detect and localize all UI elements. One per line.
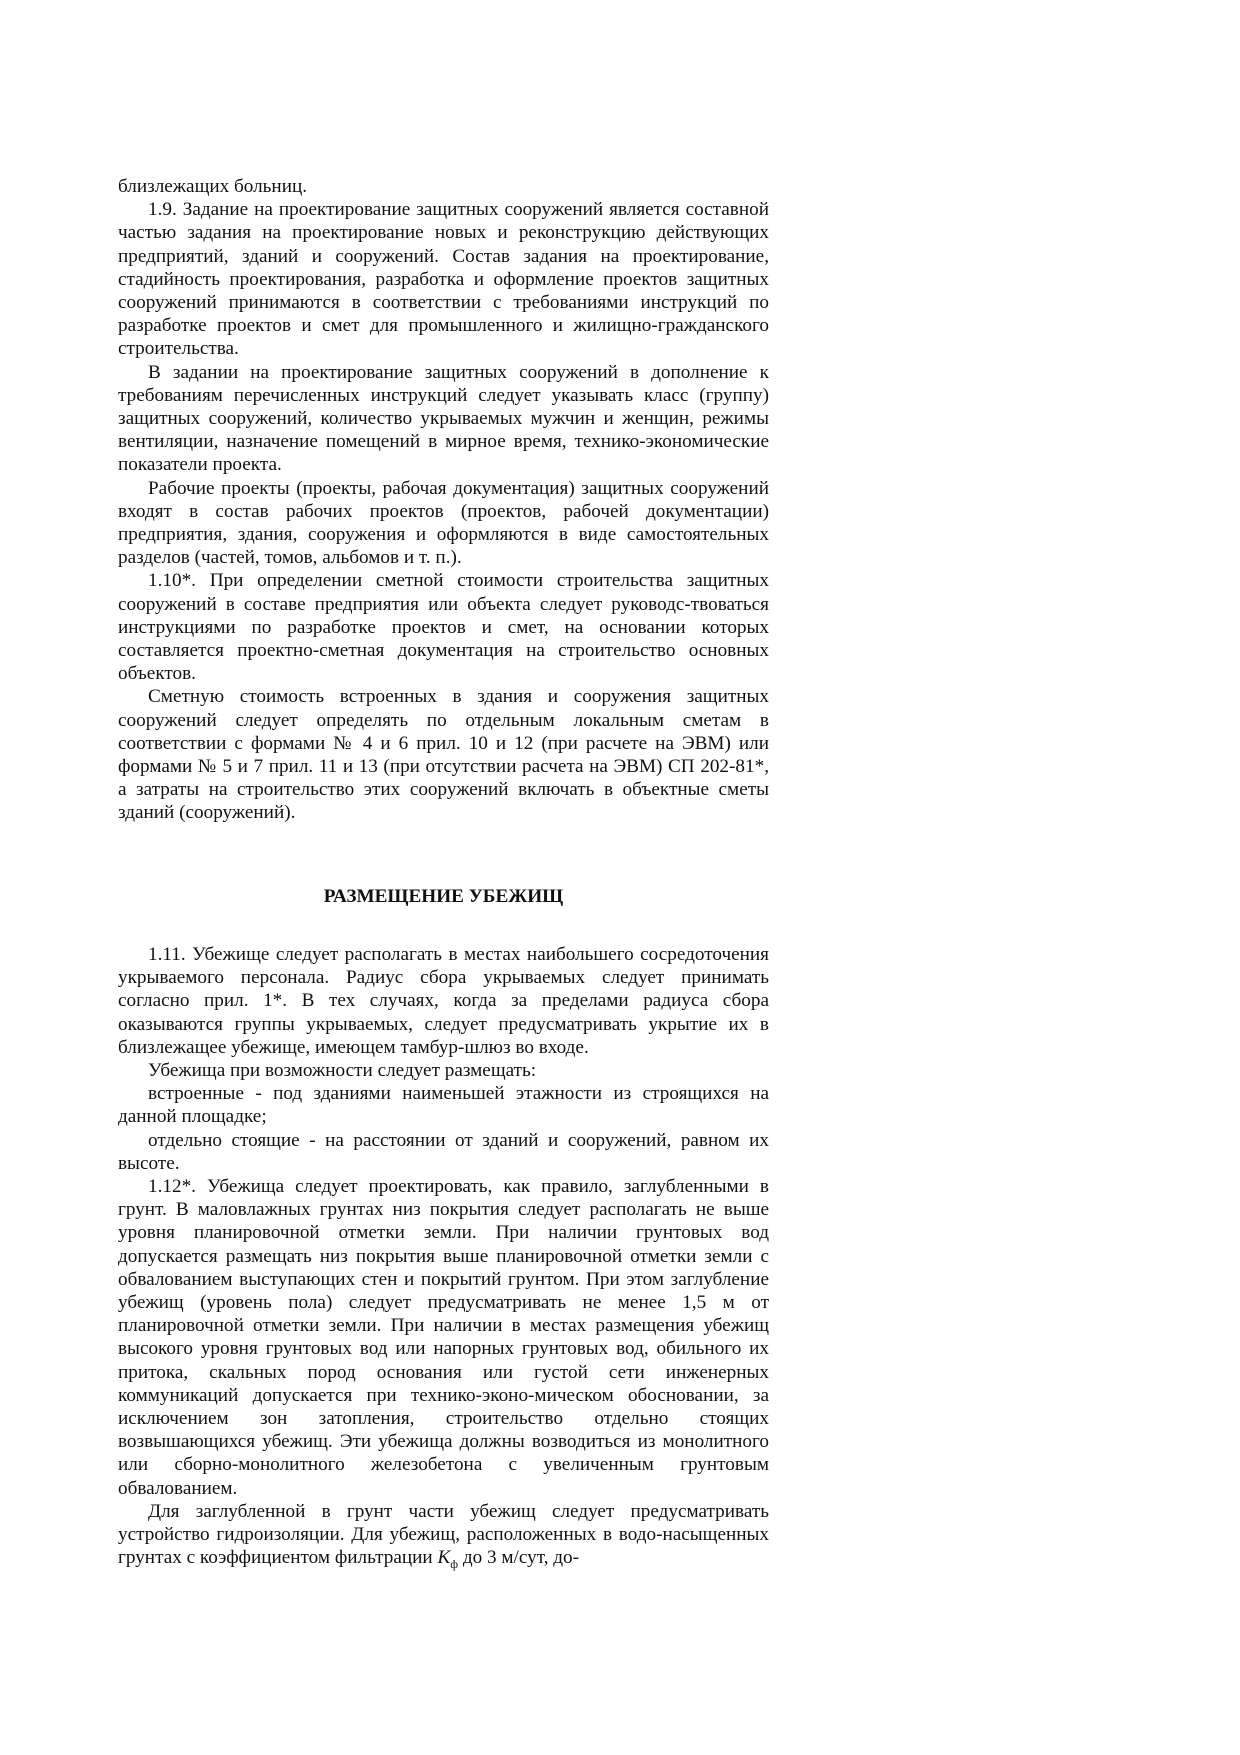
paragraph-standalone: отдельно стоящие - на расстоянии от зданий и сооружений, равном их высоте.	[118, 1129, 769, 1174]
paragraph-estimate-cost: Сметную стоимость встроенных в здания и сооружения защитных сооружений следует определять по отдельным локальным сметам в соответствии с формами № 4 и 6 прил. 10 и 12 (при расчете на ЭВМ) или формами № 5 и 7 прил. 11 и 13 (при отсутствии расчета на ЭВМ) СП 202-81*, а затраты на строительство этих сооружений включать в объектные сметы зданий (сооружений).	[118, 686, 769, 824]
filtration-coefficient-subscript: ф	[450, 1557, 459, 1571]
filtration-coefficient-symbol: K	[437, 1547, 451, 1569]
paragraph-waterproofing-end: до 3 м/сут, до-	[458, 1547, 580, 1569]
paragraph-built-in: встроенные - под зданиями наименьшей этажности из строящихся на данной площадке;	[118, 1083, 769, 1128]
document-page	[118, 175, 769, 1569]
paragraph-continuation: близлежащих больниц.	[118, 176, 308, 197]
paragraph-waterproofing	[118, 1500, 769, 1570]
paragraph-1-9: 1.9. Задание на проектирование защитных сооружений является составной частью задания на проектирование новых и реконструкцию действующих предприятий, зданий и сооружений. Состав задания на проектирование, стадийность проектирования, разработка и оформление проектов защитных сооружений принимаются в соответствии с требованиями инструкций по разработке проектов и смет для промышленного и жилищно-гражданского строительства.	[118, 199, 769, 360]
paragraph-waterproofing-text: Для заглубленной в грунт части убежищ следует предусматривать устройство гидроизоляции. Для убежищ, расположенных в водо-насыщенных грунтах с коэффициентом фильтрации	[118, 1500, 769, 1569]
paragraph-1-12: 1.12*. Убежища следует проектировать, как правило, заглубленными в грунт. В маловлажных грунтах низ покрытия следует располагать не выше уровня планировочной отметки земли. При наличии грунтовых вод допускается размещать низ покрытия выше планировочной отметки земли с обвалованием выступающих стен и покрытий грунтом. При этом заглубление убежищ (уровень пола) следует предусматривать не менее 1,5 м от планировочной отметки земли. При наличии в местах размещения убежищ высокого уровня грунтовых вод или напорных грунтовых вод, обильного их притока, скальных пород основания или густой сети инженерных коммуникаций допускается при технико-эконо-мическом обосновании, за исключением зон затопления, строительство отдельно стоящих возвышающихся убежищ. Эти убежища должны возводиться из монолитного или сборно-монолитного железобетона с увеличенным грунтовым обвалованием.	[118, 1175, 769, 1499]
spacer	[118, 825, 769, 885]
paragraph-working-projects: Рабочие проекты (проекты, рабочая документация) защитных сооружений входят в состав рабочих проектов (проектов, рабочей документации) предприятия, здания, сооружения и оформляются в виде самостоятельных разделов (частей, томов, альбомов и т. п.).	[118, 477, 769, 569]
paragraph-1-10: 1.10*. При определении сметной стоимости строительства защитных сооружений в составе предприятия или объекта следует руководс-твоваться инструкциями по разработке проектов и смет, на основании которых составляется проектно-сметная документация на строительство основных объектов.	[118, 570, 769, 685]
paragraph-1-11: 1.11. Убежище следует располагать в местах наибольшего сосредоточения укрываемого персонала. Радиус сбора укрываемых следует принимать согласно прил. 1*. В тех случаях, когда за пределами радиуса сбора оказываются группы укрываемых, следует предусматривать укрытие их в близлежащее убежище, имеющем тамбур-шлюз во входе.	[118, 943, 769, 1058]
spacer	[118, 908, 769, 943]
paragraph-design-task: В задании на проектирование защитных сооружений в дополнение к требованиям перечисленных инструкций следует указывать класс (группу) защитных сооружений, количество укрываемых мужчин и женщин, режимы вентиляции, назначение помещений в мирное время, технико-экономические показатели проекта.	[118, 361, 769, 476]
paragraph-placement-intro: Убежища при возможности следует размещать:	[148, 1059, 537, 1081]
section-heading: РАЗМЕЩЕНИЕ УБЕЖИЩ	[323, 885, 564, 907]
